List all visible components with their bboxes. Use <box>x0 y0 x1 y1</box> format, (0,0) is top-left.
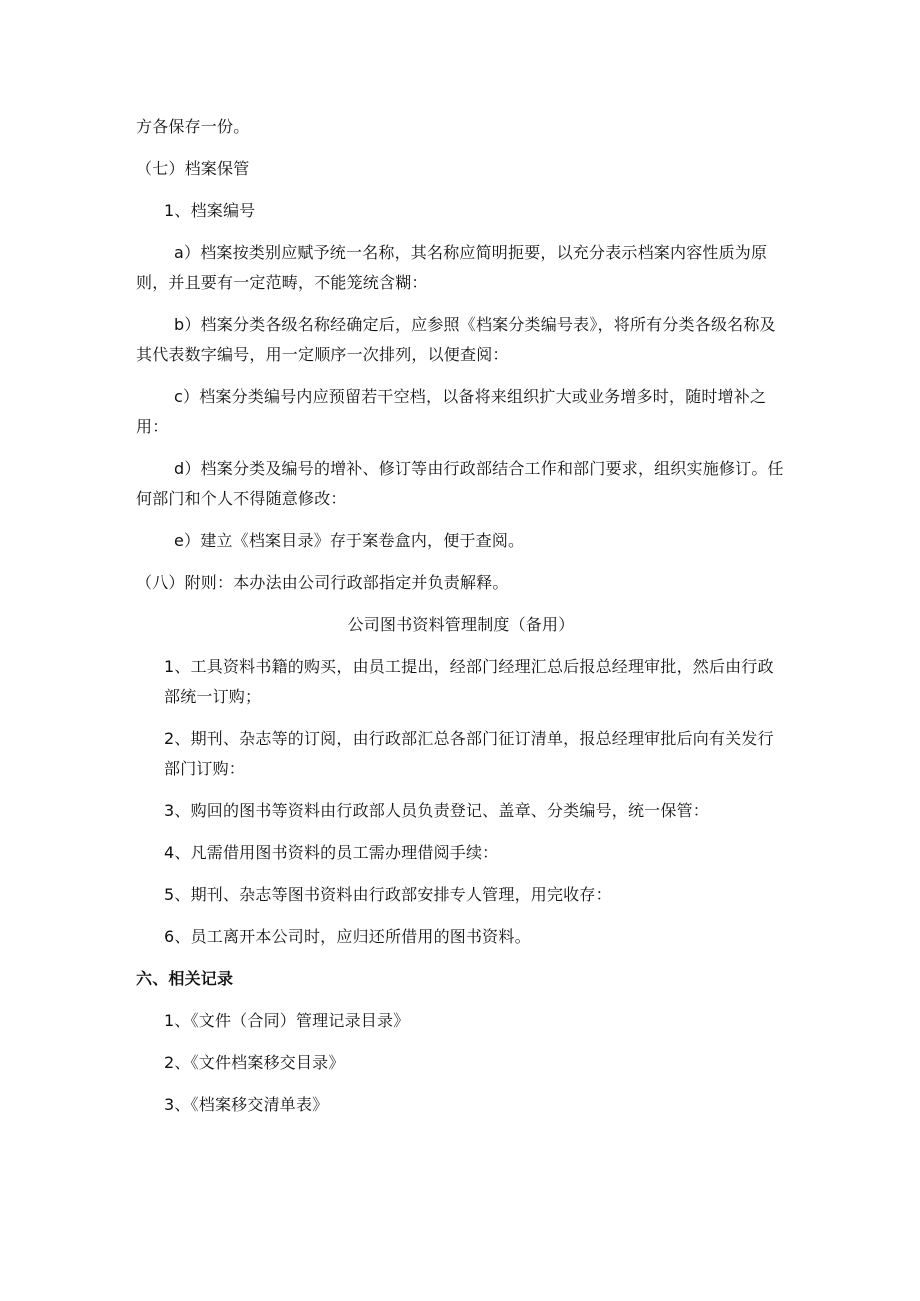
subheading-archive-numbering: 1、档案编号 <box>164 201 256 220</box>
rule-c: c）档案分类编号内应预留若干空档，以备将来组织扩大或业务增多时，随时增补之用： <box>136 387 767 436</box>
related-records-heading: 六、相关记录 <box>136 969 234 988</box>
appendix-clause: （八）附则：本办法由公司行政部指定并负责解释。 <box>136 573 509 592</box>
library-rule-5: 5、期刊、杂志等图书资料由行政部安排专人管理，用完收存： <box>164 885 612 904</box>
record-item-2: 2、《文件档案移交目录》 <box>164 1053 345 1072</box>
rule-b: b）档案分类各级名称经确定后，应参照《档案分类编号表》，将所有分类各级名称及其代表数字编号，用一定顺序一次排列，以便查阅： <box>136 315 776 364</box>
library-rule-1: 1、工具资料书籍的购买，由员工提出，经部门经理汇总后报总经理审批，然后由行政部统一订购； <box>164 657 774 706</box>
paragraph-continued: 方各保存一份。 <box>136 117 250 136</box>
library-rule-2: 2、期刊、杂志等的订阅，由行政部汇总各部门征订清单，报总经理审批后向有关发行部门订购： <box>164 729 774 778</box>
library-policy-title: 公司图书资料管理制度（备用） <box>347 615 575 634</box>
section-heading-archive-storage: （七）档案保管 <box>136 159 250 178</box>
library-rule-4: 4、凡需借用图书资料的员工需办理借阅手续： <box>164 843 499 862</box>
library-rule-6: 6、员工离开本公司时，应归还所借用的图书资料。 <box>164 927 531 946</box>
record-item-3: 3、《档案移交清单表》 <box>164 1095 329 1114</box>
rule-e: e）建立《档案目录》存于案卷盒内，便于查阅。 <box>174 531 525 550</box>
document-page <box>136 112 786 1132</box>
record-item-1: 1、《文件（合同）管理记录目录》 <box>164 1011 410 1030</box>
rule-d: d）档案分类及编号的增补、修订等由行政部结合工作和部门要求，组织实施修订。任何部门和个人不得随意修改： <box>136 459 784 508</box>
library-rule-3: 3、购回的图书等资料由行政部人员负责登记、盖章、分类编号，统一保管： <box>164 801 709 820</box>
rule-a: a）档案按类别应赋予统一名称，其名称应简明扼要，以充分表示档案内容性质为原则，并且要有一定范畴，不能笼统含糊： <box>136 243 768 292</box>
